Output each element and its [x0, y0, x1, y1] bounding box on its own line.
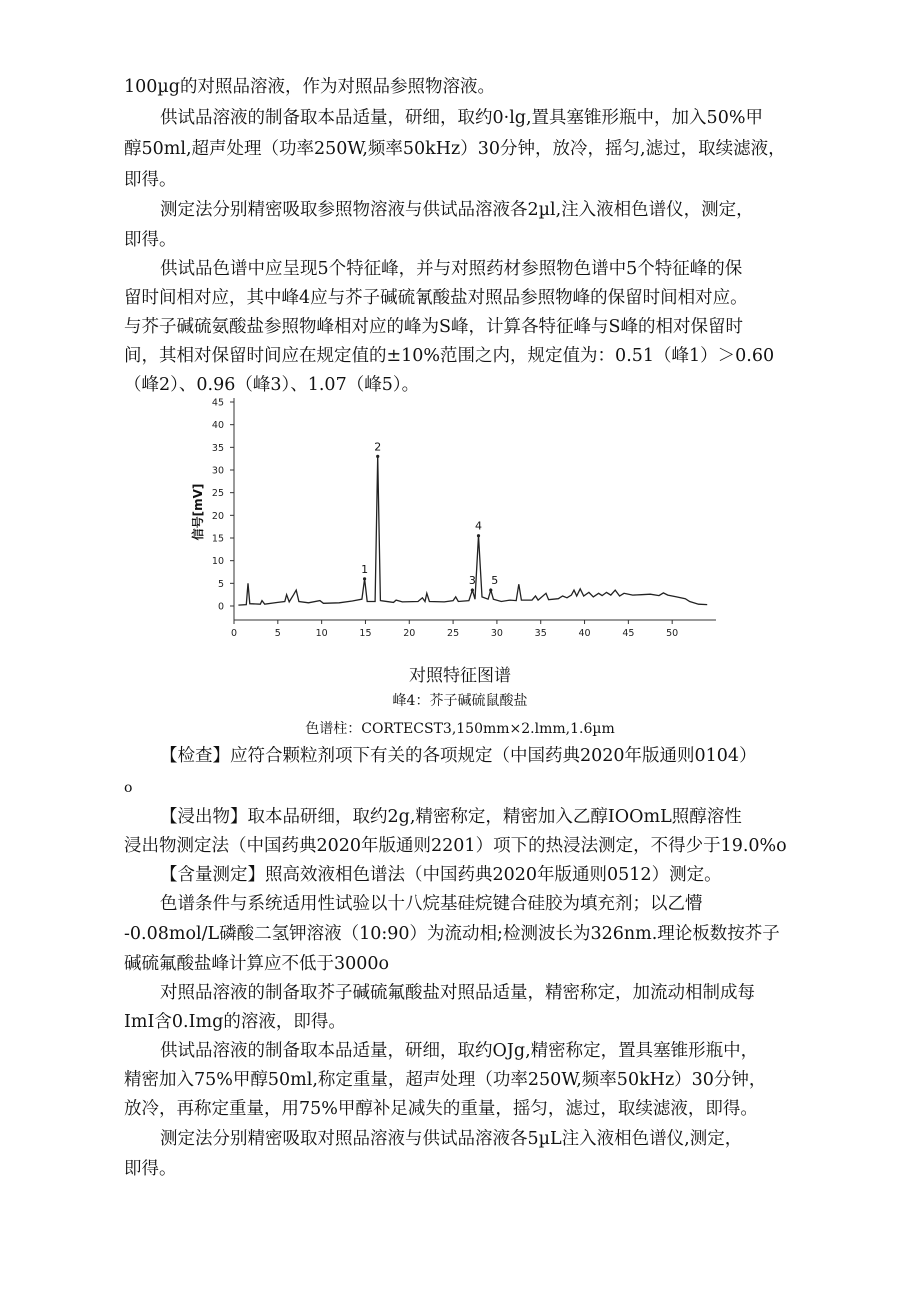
paragraph-line: ImI含0.Img的溶液，即得。	[124, 1012, 346, 1032]
paragraph-line: 供试品色谱中应呈现5个特征峰，并与对照药材参照物色谱中5个特征峰的保	[160, 259, 743, 279]
y-tick-label: 25	[211, 488, 224, 500]
y-axis-label: 信号[mV]	[191, 483, 205, 541]
paragraph-line: o	[124, 780, 133, 796]
paragraph-line: （峰2）、0.96（峰3）、1.07（峰5）。	[124, 375, 420, 395]
peak-marker	[363, 577, 366, 580]
paragraph-line: 对照品溶液的制备取芥子碱硫氟酸盐对照品适量，精密称定，加流动相制成每	[160, 983, 755, 1003]
paragraph-line: -0.08mol/L磷酸二氢钾溶液（10:90）为流动相;检测波长为326nm.理论板数按芥子	[124, 924, 780, 944]
x-tick-label: 50	[666, 628, 679, 639]
y-tick-label: 0	[217, 601, 224, 613]
paragraph-line: 即得。	[124, 230, 177, 250]
paragraph-line: 醇50ml,超声处理（功率250W,频率50kHz）30分钟，放冷，摇匀,滤过，取续滤液，	[124, 139, 786, 159]
paragraph-line: 【含量测定】照高效液相色谱法（中国药典2020年版通则0512）测定。	[160, 865, 722, 885]
x-tick-label: 20	[403, 628, 416, 639]
y-tick-label: 20	[211, 510, 224, 522]
paragraph-line: 即得。	[124, 1159, 177, 1179]
paragraph-line: 放冷，再称定重量，用75%甲醇补足减失的重量，摇匀，滤过，取续滤液，即得。	[124, 1099, 758, 1119]
x-tick-label: 5	[274, 628, 281, 639]
y-tick-labels	[212, 398, 234, 613]
figure-note-peak: 峰4：芥子碱硫鼠酸盐	[392, 693, 528, 709]
y-tick-label: 15	[211, 533, 224, 545]
paragraph-line: 测定法分别精密吸取参照物溶液与供试品溶液各2µl,注入液相色谱仪，测定，	[160, 200, 754, 220]
peak-label: 1	[361, 562, 369, 576]
peak-labels	[361, 440, 498, 591]
paragraph-line: 测定法分别精密吸取对照品溶液与供试品溶液各5µL注入液相色谱仪,测定，	[160, 1129, 743, 1149]
x-tick-label: 25	[447, 628, 460, 639]
x-tick-label: 45	[622, 628, 635, 639]
peak-label: 5	[491, 574, 499, 588]
y-tick-label: 30	[211, 465, 224, 477]
paragraph-line: 碱硫氟酸盐峰计算应不低于3000o	[124, 954, 390, 974]
peak-marker	[489, 589, 492, 592]
peak-label: 2	[374, 440, 382, 454]
paragraph-line: 100µg的对照品溶液，作为对照品参照物溶液。	[124, 77, 495, 97]
peak-marker	[477, 534, 480, 537]
x-tick-labels	[231, 620, 678, 639]
paragraph-line: 即得。	[124, 170, 177, 190]
paragraph-line: 浸出物测定法（中国药典2020年版通则2201）项下的热浸法测定，不得少于19.0%o	[124, 836, 787, 856]
figure-note-column: 色谱柱：CORTECST3,150mm×2.lmm,1.6µm	[305, 721, 615, 737]
paragraph-line: 【检查】应符合颗粒剂项下有关的各项规定（中国药典2020年版通则0104）	[160, 746, 757, 766]
peak-label: 4	[475, 519, 483, 533]
paragraph-line: 色谱条件与系统适用性试验以十八烷基硅烷键合硅胶为填充剂；以乙懵	[160, 894, 703, 914]
paragraph-line: 供试品溶液的制备取本品适量，研细，取约OJg,精密称定，置具塞锥形瓶中，	[160, 1041, 759, 1061]
peak-marker	[471, 589, 474, 592]
y-tick-label: 10	[211, 556, 224, 568]
paragraph-line: 【浸出物】取本品研细，取约2g,精密称定，精密加入乙醇IOOmL照醇溶性	[160, 807, 742, 827]
x-tick-label: 15	[359, 628, 372, 639]
chromatogram-chart	[186, 394, 726, 644]
x-tick-label: 40	[578, 628, 591, 639]
y-tick-label: 45	[211, 397, 224, 409]
figure-caption: 对照特征图谱	[409, 666, 511, 686]
y-tick-label: 35	[211, 442, 224, 454]
x-tick-label: 35	[534, 628, 547, 639]
peak-marker	[376, 455, 379, 458]
peak-label: 3	[468, 574, 476, 588]
x-tick-label: 30	[490, 628, 503, 639]
paragraph-line: 与芥子碱硫氨酸盐参照物峰相对应的峰为S峰，计算各特征峰与S峰的相对保留时	[124, 317, 743, 337]
y-tick-label: 5	[217, 578, 224, 590]
paragraph-line: 留时间相对应，其中峰4应与芥子碱硫氰酸盐对照品参照物峰的保留时间相对应。	[124, 288, 748, 308]
paragraph-line: 供试品溶液的制备取本品适量，研细，取约0·lg,置具塞锥形瓶中，加入50%甲	[160, 108, 763, 128]
x-tick-label: 0	[230, 628, 238, 639]
x-tick-label: 10	[315, 628, 328, 639]
paragraph-line: 精密加入75%甲醇50ml,称定重量，超声处理（功率250W,频率50kHz）30分钟，	[124, 1070, 767, 1090]
paragraph-line: 间，其相对保留时间应在规定值的±10%范围之内，规定值为：0.51（峰1）＞0.60	[124, 346, 775, 366]
y-tick-label: 40	[211, 420, 224, 432]
